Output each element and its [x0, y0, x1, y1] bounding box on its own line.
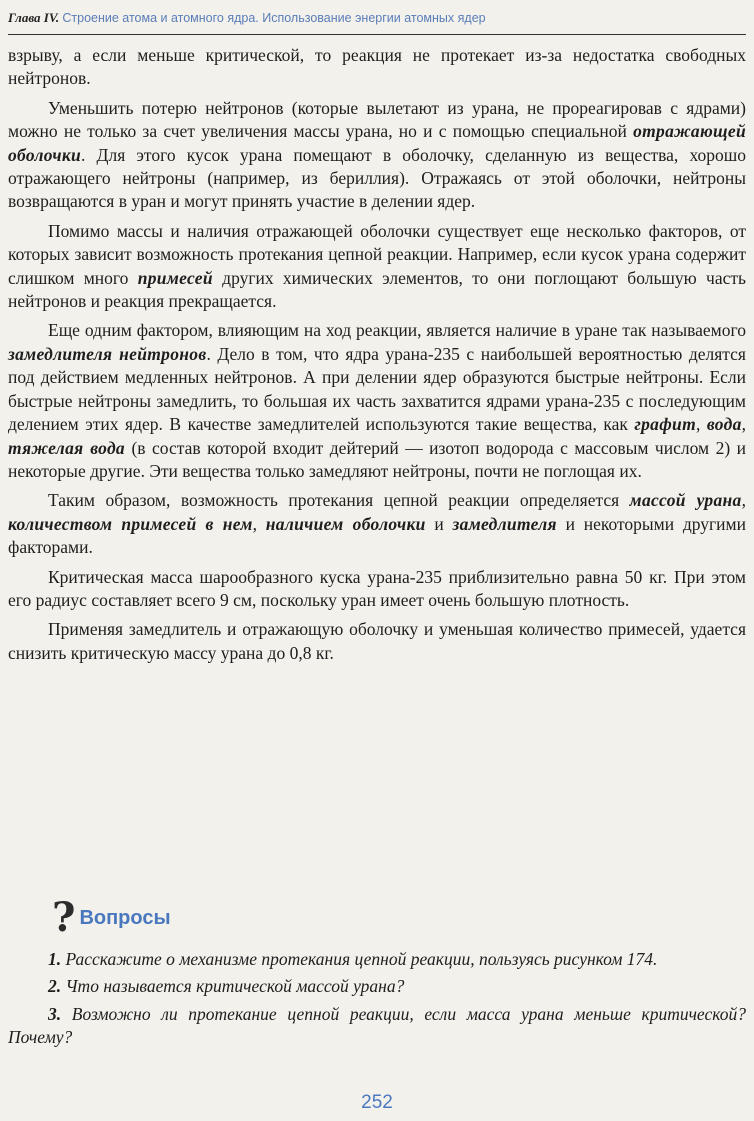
questions-heading: [52, 894, 171, 941]
text-run: Уменьшить потерю нейтронов (которые вылетают из урана, не прореагировав с ядрами) можно не только за счет увеличения массы урана, но и с помощью специальной: [8, 97, 746, 142]
emphasis-term: примесей: [137, 267, 213, 288]
text-run: ,: [252, 513, 266, 534]
page-header: [8, 8, 746, 35]
question-number: 3.: [48, 1003, 62, 1024]
text-run: других химических элементов, то они поглощают большую часть нейтронов и реакция прекращается.: [8, 267, 746, 312]
text-run: Еще одним фактором, влияющим на ход реакции, является наличие в уране так называемого: [48, 320, 746, 341]
paragraph: [8, 44, 746, 91]
emphasis-term: тяжелая вода: [8, 437, 125, 458]
question-text: Возможно ли протекание цепной реакции, если масса урана меньше критической? Почему?: [8, 1003, 746, 1048]
text-run: Критическая масса шарообразного куска урана-235 приблизительно равна 50 кг. При этом его радиус составляет всего 9 см, поскольку уран имеет очень большую плотность.: [8, 566, 746, 610]
paragraph: [8, 566, 746, 613]
emphasis-term: замедлителя: [452, 513, 557, 534]
questions-list: [8, 948, 746, 1054]
questions-title: Вопросы: [79, 906, 171, 929]
emphasis-term: графит: [634, 414, 696, 435]
chapter-topic: Строение атома и атомного ядра. Использование энергии атомных ядер: [62, 11, 486, 25]
question-item: [8, 975, 746, 998]
text-run: (в состав которой входит дейтерий — изотоп водорода с массовым числом 2) и некоторые другие. Эти вещества только замедляют нейтроны, почти не поглощая их.: [8, 437, 746, 481]
question-mark-icon: ?: [52, 894, 76, 941]
emphasis-term: массой урана: [629, 490, 742, 511]
paragraph: [8, 220, 746, 314]
page-number: 252: [361, 1092, 393, 1113]
text-run: Помимо массы и наличия отражающей оболочки существует еще несколько факторов, от которых зависит возможность протекания цепной реакции. Например, если кусок урана содержит слишком много: [8, 220, 746, 288]
text-run: Таким образом, возможность протекания цепной реакции определяется: [48, 490, 630, 511]
question-item: [8, 948, 746, 971]
paragraph: [8, 319, 746, 483]
emphasis-term: отражающей оболочки: [8, 121, 746, 165]
question-number: 2.: [48, 976, 62, 997]
question-number: 1.: [48, 949, 62, 969]
paragraph: [8, 489, 746, 559]
question-item: [8, 1003, 746, 1050]
text-run: и: [425, 513, 453, 534]
text-run: ,: [741, 490, 746, 511]
emphasis-term: наличием оболочки: [265, 513, 426, 534]
question-text: Расскажите о механизме протекания цепной реакции, пользуясь рисунком 174.: [61, 949, 658, 969]
emphasis-term: количеством примесей в нем: [8, 513, 253, 534]
text-run: Применяя замедлитель и отражающую оболочку и уменьшая количество примесей, удается снизить критическую массу урана до 0,8 кг.: [8, 619, 746, 663]
text-run: . Дело в том, что ядра урана-235 с наибольшей вероятностью делятся под действием медленных нейтронов. А при делении ядер образуются быстрые нейтроны. Если быстрые нейтроны замедлить, то большая их часть захватится ядрами урана-235 с последующим делением этих ядер. В качестве замедлителей используются такие вещества, как: [8, 343, 746, 435]
paragraph: [8, 618, 746, 665]
chapter-label: Глава IV.: [8, 10, 60, 25]
text-run: . Для этого кусок урана помещают в оболочку, сделанную из вещества, хорошо отражающего нейтроны (например, из бериллия). Отражаясь от этой оболочки, нейтроны возвращаются в уран и могут принять участие в делении ядер.: [8, 144, 746, 212]
text-run: ,: [696, 414, 707, 435]
text-run: взрыву, а если меньше критической, то реакция не протекает из-за недостатка свободных нейтронов.: [8, 45, 746, 89]
text-run: ,: [741, 414, 747, 435]
main-text: [8, 44, 746, 671]
emphasis-term: вода: [706, 414, 742, 435]
paragraph: [8, 97, 746, 214]
emphasis-term: замедлителя нейтронов: [8, 343, 207, 364]
question-text: Что называется критической массой урана?: [61, 976, 405, 997]
text-run: и некоторыми другими факторами.: [8, 513, 746, 558]
